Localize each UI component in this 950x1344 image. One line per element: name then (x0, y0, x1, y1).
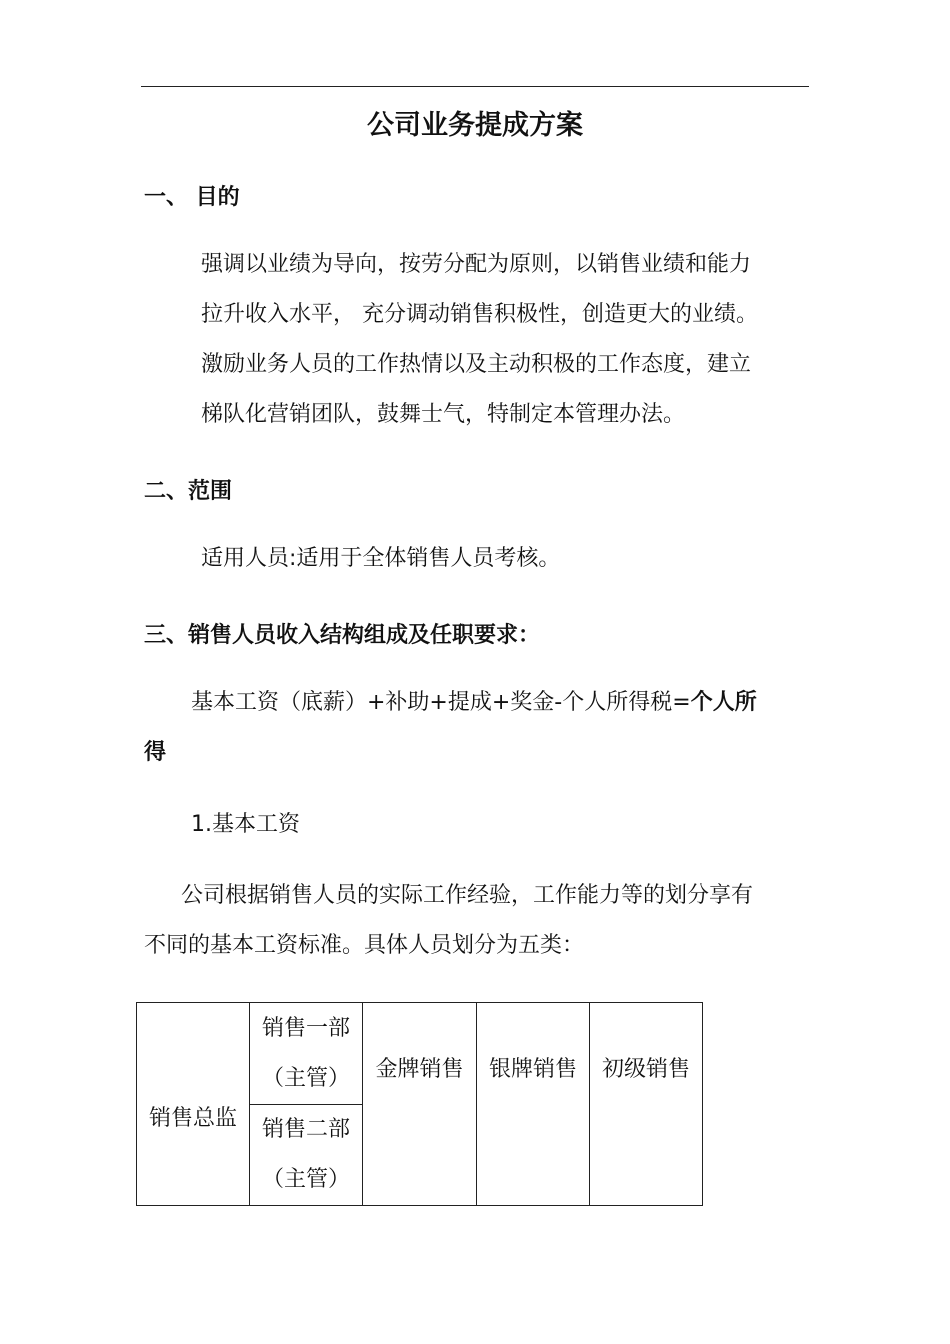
document-title: 公司业务提成方案 (367, 110, 583, 141)
gold-label: 金牌销售 (375, 1057, 464, 1082)
staff-category-table (136, 1002, 703, 1206)
director-label: 销售总监 (148, 1106, 237, 1131)
silver-label: 银牌销售 (488, 1057, 577, 1082)
base-salary-desc-line-1: 公司根据销售人员的实际工作经验，工作能力等的划分享有 (181, 883, 754, 908)
formula-text: 基本工资（底薪）+补助+提成+奖金-个人所得税= (191, 690, 691, 715)
cell-gold (363, 1003, 477, 1206)
junior-label: 初级销售 (601, 1057, 690, 1082)
sub-heading-base-salary: 1.基本工资 (191, 812, 300, 837)
dept1-label: 销售一部 (261, 1015, 350, 1041)
formula-result: 个人所 (690, 690, 757, 715)
section-heading-purpose: 一、 目的 (144, 185, 240, 210)
base-salary-desc-line-2: 不同的基本工资标准。具体人员划分为五类： (144, 933, 585, 958)
income-formula-continued (144, 738, 166, 768)
dept1-role: （主管） (261, 1065, 350, 1091)
header-rule (141, 86, 809, 87)
dept2-role: （主管） (261, 1167, 350, 1192)
dept2-label: 销售二部 (261, 1117, 350, 1142)
income-formula (191, 688, 757, 718)
purpose-line-1: 强调以业绩为导向，按劳分配为原则，以销售业绩和能力 (201, 252, 752, 277)
scope-text: 适用人员:适用于全体销售人员考核。 (201, 546, 561, 571)
purpose-line-2: 拉升收入水平， 充分调动销售积极性，创造更大的业绩。 (201, 302, 758, 327)
section-heading-scope: 二、范围 (144, 479, 233, 504)
cell-junior (590, 1003, 703, 1206)
formula-result-continued: 得 (144, 740, 167, 765)
section-heading-income: 三、销售人员收入结构组成及任职要求： (144, 623, 541, 648)
cell-silver (477, 1003, 590, 1206)
cell-director (137, 1003, 250, 1206)
cell-dept2 (250, 1105, 363, 1206)
purpose-line-3: 激励业务人员的工作热情以及主动积极的工作态度，建立 (201, 352, 752, 377)
cell-dept1 (250, 1003, 363, 1105)
purpose-line-4: 梯队化营销团队，鼓舞士气，特制定本管理办法。 (201, 402, 686, 427)
